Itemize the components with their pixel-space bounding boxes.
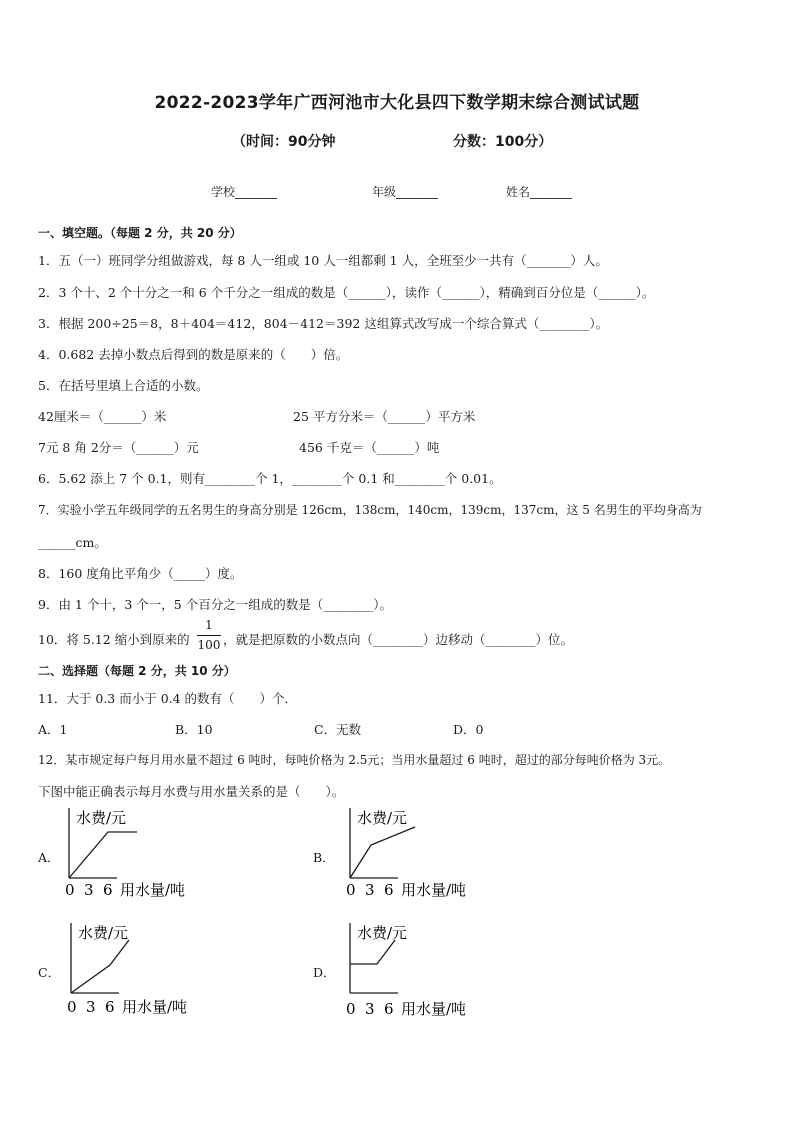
question-4: 4．0.682 去掉小数点后得到的数是原来的（ ）倍。 [38, 347, 349, 362]
question-9: 9．由 1 个十，3 个一，5 个百分之一组成的数是（________）。 [38, 597, 392, 612]
question-12-prompt: 下图中能正确表示每月水费与用水量关系的是（ ）。 [38, 784, 345, 799]
graph-d-tick-3: 3 [365, 1000, 375, 1018]
graph-b-y-label: 水费/元 [357, 809, 408, 827]
school-field: 学校_______ [211, 185, 278, 199]
question-12: 12．某市规定每户每月用水量不超过 6 吨时，每吨价格为 2.5元；当用水量超过 6 吨时，超过的部分每吨价格为 3元。 [38, 753, 671, 767]
graph-a-line [69, 832, 137, 878]
graph-c-x-label: 用水量/吨 [122, 998, 188, 1016]
section-fill-blank-heading: 一、填空题。（每题 2 分，共 20 分） [38, 226, 242, 240]
graph-a-letter: A． [38, 850, 60, 865]
fraction-denominator: 100 [197, 638, 221, 652]
graph-c-letter: C． [38, 965, 61, 980]
graph-c-line [71, 940, 129, 993]
question-1: 1．五（一）班同学分组做游戏，每 8 人一组或 10 人一组都剩 1 人，全班至少一共有（_______）人。 [38, 253, 608, 268]
section-choice-heading: 二、选择题（每题 2 分，共 10 分） [38, 664, 236, 678]
graph-a-y-label: 水费/元 [76, 809, 127, 827]
graph-d-tick-6: 6 [384, 1000, 394, 1018]
graph-a-tick-6: 6 [103, 881, 113, 899]
question-2: 2．3 个十、2 个十分之一和 6 个千分之一组成的数是（______），读作（______），精确到百分位是（______）。 [38, 285, 655, 300]
graph-b-x-label: 用水量/吨 [401, 881, 467, 899]
graph-c-tick-6: 6 [105, 998, 115, 1016]
question-10-prefix: 10．将 5.12 缩小到原来的 [38, 632, 190, 647]
question-7: 7．实验小学五年级同学的五名男生的身高分别是 126cm，138cm，140cm，139cm，137cm，这 5 名男生的平均身高为 [38, 503, 702, 517]
grade-field: 年级_______ [372, 185, 439, 199]
graph-a-tick-0: 0 [65, 881, 75, 899]
option-d: D．0 [453, 722, 484, 737]
question-8: 8．160 度角比平角少（_____）度。 [38, 566, 243, 581]
graph-a [62, 805, 232, 900]
fraction-numerator: 1 [205, 618, 213, 632]
question-7-blank: ______cm。 [38, 535, 107, 550]
graph-b-tick-6: 6 [384, 881, 394, 899]
graph-a-x-label: 用水量/吨 [120, 881, 186, 899]
question-11: 11．大于 0.3 而小于 0.4 的数有（ ）个． [38, 691, 298, 706]
graph-b-line [350, 827, 415, 878]
graph-d-line [350, 940, 395, 964]
question-5: 5．在括号里填上合适的小数。 [38, 378, 209, 393]
question-10-suffix: ，就是把原数的小数点向（________）边移动（________）位。 [223, 632, 574, 647]
graph-d-y-label: 水费/元 [357, 924, 408, 942]
exam-score: 分数：100分） [453, 134, 553, 150]
graph-a-tick-3: 3 [84, 881, 94, 899]
graph-c-tick-3: 3 [86, 998, 96, 1016]
option-a: A．1 [38, 722, 68, 737]
question-6: 6．5.62 添上 7 个 0.1，则有________个 1，________个 0.1 和________个 0.01。 [38, 471, 502, 486]
question-5d: 456 千克＝（______）吨 [299, 440, 440, 455]
name-field: 姓名_______ [506, 185, 573, 199]
graph-c-tick-0: 0 [67, 998, 77, 1016]
exam-time: （时间：90分钟 [232, 134, 336, 150]
fraction-bar [197, 635, 221, 636]
graph-c-y-label: 水费/元 [78, 924, 129, 942]
graph-d-x-label: 用水量/吨 [401, 1000, 467, 1018]
graph-d-tick-0: 0 [346, 1000, 356, 1018]
graph-b-tick-0: 0 [346, 881, 356, 899]
graph-d [343, 920, 513, 1020]
question-5c: 7元 8 角 2分＝（______）元 [38, 440, 199, 455]
fraction-one-hundredth [197, 618, 221, 653]
question-5b: 25 平方分米＝（______）平方米 [293, 409, 476, 424]
option-c: C．无数 [314, 722, 362, 737]
graph-d-letter: D． [313, 965, 336, 980]
graph-b [343, 805, 513, 900]
question-5a: 42厘米＝（______）米 [38, 409, 167, 424]
option-b: B．10 [175, 722, 213, 737]
graph-b-letter: B． [313, 850, 335, 865]
graph-b-tick-3: 3 [365, 881, 375, 899]
page-title: 2022-2023学年广西河池市大化县四下数学期末综合测试试题 [154, 93, 640, 113]
graph-c [64, 920, 234, 1017]
question-3: 3．根据 200÷25＝8，8＋404＝412，804－412＝392 这组算式改写成一个综合算式（________）。 [38, 316, 609, 331]
